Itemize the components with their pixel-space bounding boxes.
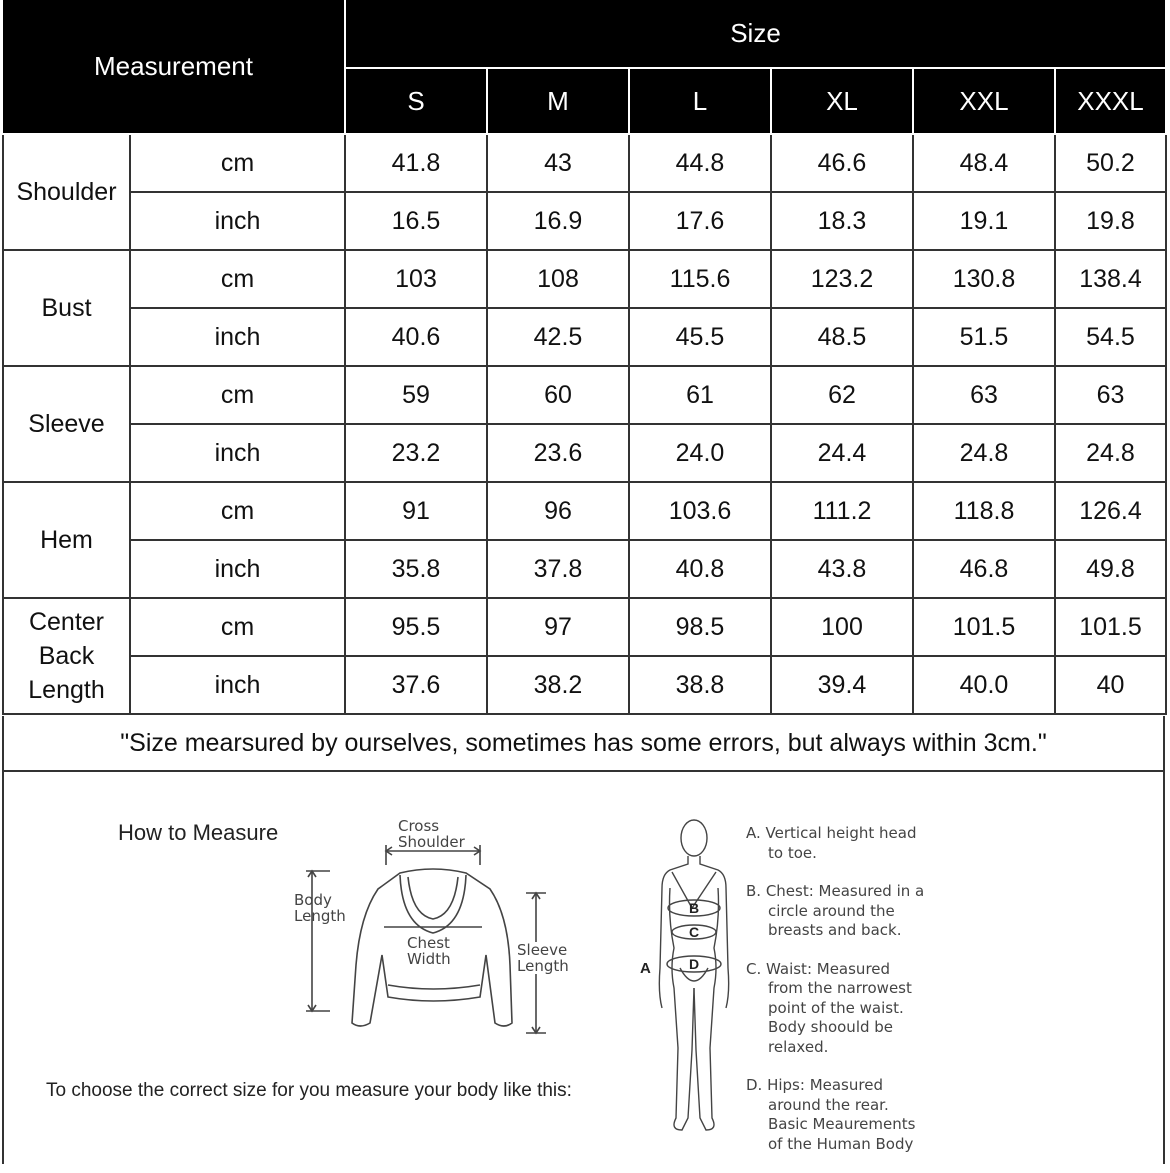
size-header-m: M (487, 68, 629, 134)
value-cell: 97 (487, 598, 629, 656)
value-cell: 130.8 (913, 250, 1055, 308)
unit-label: cm (130, 134, 345, 192)
measurement-header: Measurement (3, 0, 345, 134)
value-cell: 103 (345, 250, 487, 308)
size-header-s: S (345, 68, 487, 134)
value-cell: 108 (487, 250, 629, 308)
table-row (3, 598, 1166, 656)
value-cell: 37.6 (345, 656, 487, 714)
value-cell: 40 (1055, 656, 1166, 714)
value-cell: 50.2 (1055, 134, 1166, 192)
table-row (3, 308, 1166, 366)
value-cell: 48.4 (913, 134, 1055, 192)
metric-label: Sleeve (3, 366, 130, 482)
size-header-l: L (629, 68, 771, 134)
measure-step: D. Hips: Measured around the rear. Basic Meaurements of the Human Body (746, 1076, 916, 1153)
metric-label: Hem (3, 482, 130, 598)
choose-size-text: To choose the correct size for you measure your body like this: (46, 1080, 572, 1101)
value-cell: 19.1 (913, 192, 1055, 250)
figure-letter-c: C (689, 924, 700, 940)
value-cell: 40.8 (629, 540, 771, 598)
body-figure-illustration (640, 818, 740, 1140)
value-cell: 18.3 (771, 192, 913, 250)
value-cell: 49.8 (1055, 540, 1166, 598)
value-cell: 46.6 (771, 134, 913, 192)
size-header-xl: XL (771, 68, 913, 134)
table-row (3, 424, 1166, 482)
body-length-label: Body Length (294, 891, 346, 925)
size-header-xxl: XXL (913, 68, 1055, 134)
value-cell: 43 (487, 134, 629, 192)
value-cell: 44.8 (629, 134, 771, 192)
value-cell: 41.8 (345, 134, 487, 192)
value-cell: 63 (913, 366, 1055, 424)
table-row (3, 192, 1166, 250)
value-cell: 24.4 (771, 424, 913, 482)
metric-label: Bust (3, 250, 130, 366)
value-cell: 23.6 (487, 424, 629, 482)
value-cell: 37.8 (487, 540, 629, 598)
metric-label: Center Back Length (3, 598, 130, 714)
value-cell: 19.8 (1055, 192, 1166, 250)
measure-steps (746, 824, 946, 1173)
table-row (3, 656, 1166, 714)
value-cell: 59 (345, 366, 487, 424)
value-cell: 38.2 (487, 656, 629, 714)
measure-step: C. Waist: Measured from the narrowest point of the waist. Body shoould be relaxed. (746, 959, 912, 1056)
value-cell: 16.5 (345, 192, 487, 250)
value-cell: 24.0 (629, 424, 771, 482)
value-cell: 16.9 (487, 192, 629, 250)
value-cell: 63 (1055, 366, 1166, 424)
value-cell: 138.4 (1055, 250, 1166, 308)
value-cell: 123.2 (771, 250, 913, 308)
sleeve-length-label: Sleeve Length (517, 941, 569, 975)
size-chart-table (2, 0, 1167, 715)
table-row (3, 482, 1166, 540)
value-cell: 118.8 (913, 482, 1055, 540)
value-cell: 17.6 (629, 192, 771, 250)
value-cell: 40.0 (913, 656, 1055, 714)
unit-label: inch (130, 424, 345, 482)
value-cell: 40.6 (345, 308, 487, 366)
value-cell: 60 (487, 366, 629, 424)
figure-letter-b: B (689, 900, 700, 916)
measure-step: B. Chest: Measured in a circle around the breasts and back. (746, 882, 925, 939)
value-cell: 35.8 (345, 540, 487, 598)
metric-label: Shoulder (3, 134, 130, 250)
value-cell: 101.5 (913, 598, 1055, 656)
unit-label: cm (130, 250, 345, 308)
figure-letter-d: D (689, 956, 700, 972)
value-cell: 103.6 (629, 482, 771, 540)
size-note: "Size mearsured by ourselves, sometimes has some errors, but always within 3cm." (2, 716, 1165, 772)
value-cell: 24.8 (1055, 424, 1166, 482)
value-cell: 111.2 (771, 482, 913, 540)
value-cell: 42.5 (487, 308, 629, 366)
value-cell: 101.5 (1055, 598, 1166, 656)
cross-shoulder-label: Cross Shoulder (398, 817, 465, 851)
value-cell: 96 (487, 482, 629, 540)
value-cell: 51.5 (913, 308, 1055, 366)
value-cell: 62 (771, 366, 913, 424)
value-cell: 46.8 (913, 540, 1055, 598)
unit-label: cm (130, 598, 345, 656)
value-cell: 24.8 (913, 424, 1055, 482)
unit-label: inch (130, 192, 345, 250)
value-cell: 98.5 (629, 598, 771, 656)
table-row (3, 540, 1166, 598)
value-cell: 126.4 (1055, 482, 1166, 540)
size-header-xxxl: XXXL (1055, 68, 1166, 134)
value-cell: 54.5 (1055, 308, 1166, 366)
table-row (3, 134, 1166, 192)
unit-label: cm (130, 482, 345, 540)
measure-step: A. Vertical height head to toe. (746, 824, 917, 862)
value-cell: 91 (345, 482, 487, 540)
table-row (3, 366, 1166, 424)
figure-letter-a: A (640, 960, 651, 977)
value-cell: 45.5 (629, 308, 771, 366)
value-cell: 115.6 (629, 250, 771, 308)
unit-label: inch (130, 656, 345, 714)
value-cell: 43.8 (771, 540, 913, 598)
size-header: Size (345, 0, 1166, 68)
table-row (3, 250, 1166, 308)
value-cell: 48.5 (771, 308, 913, 366)
value-cell: 95.5 (345, 598, 487, 656)
unit-label: cm (130, 366, 345, 424)
value-cell: 23.2 (345, 424, 487, 482)
how-to-measure-title: How to Measure (118, 820, 279, 845)
unit-label: inch (130, 540, 345, 598)
value-cell: 61 (629, 366, 771, 424)
value-cell: 38.8 (629, 656, 771, 714)
chest-width-label: Chest Width (407, 934, 451, 968)
value-cell: 100 (771, 598, 913, 656)
value-cell: 39.4 (771, 656, 913, 714)
unit-label: inch (130, 308, 345, 366)
